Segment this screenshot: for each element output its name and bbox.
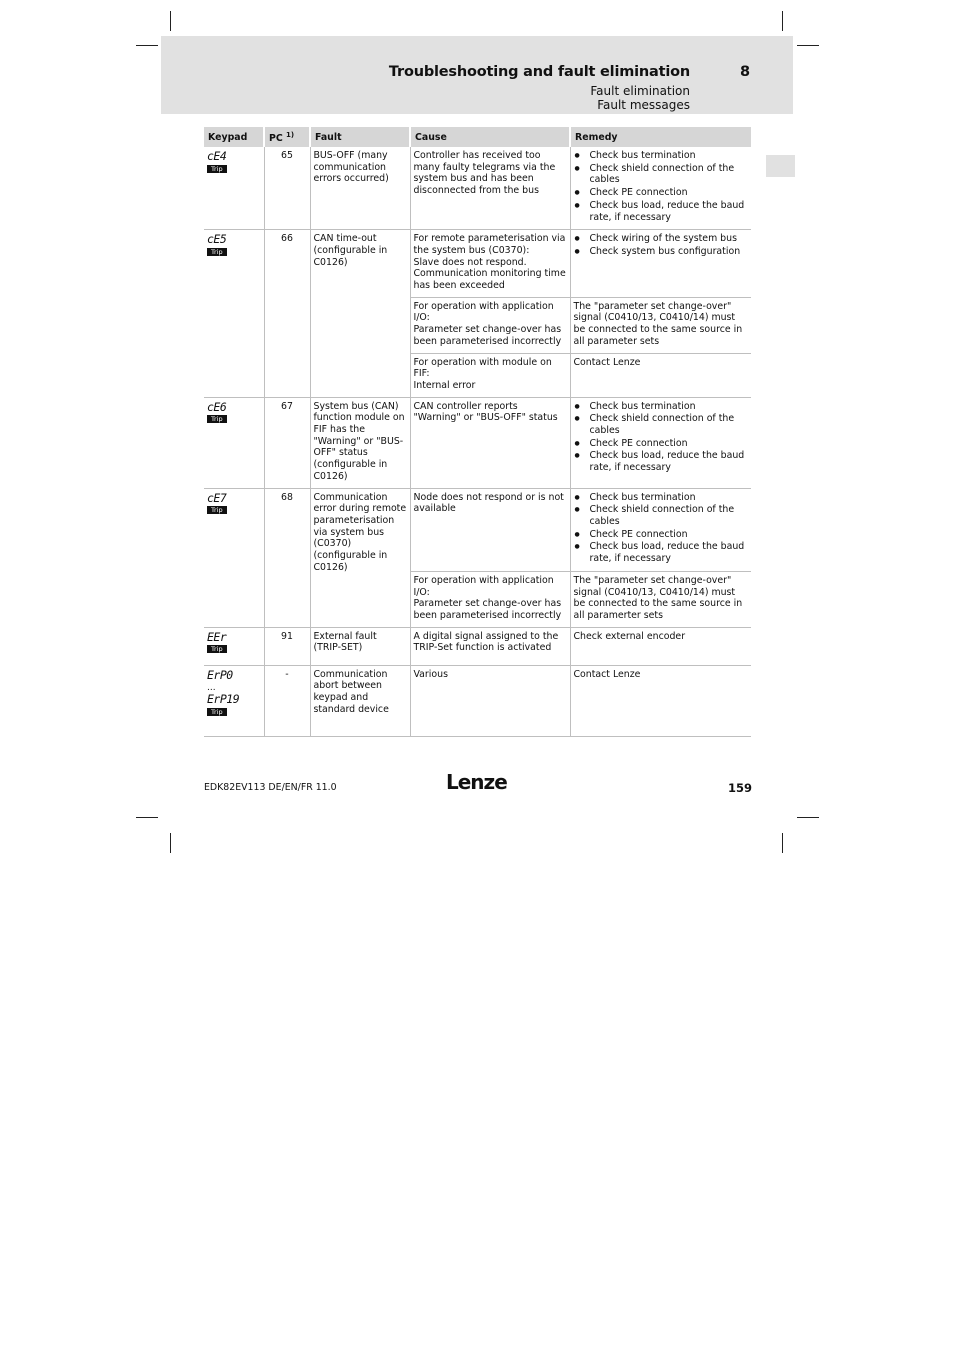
footnote-marker: 1): [286, 131, 295, 140]
fault-cell: CAN time-out (configurable in C0126): [310, 230, 410, 397]
cause-cell: [410, 353, 570, 397]
keypad-code: cE4: [207, 149, 227, 163]
crop-mark: [170, 833, 171, 853]
cause-cell: Controller has received too many faulty telegrams via the system bus and has been disconnected from the bus: [410, 147, 570, 230]
cause-text: Parameter set change-over has been parameterised incorrectly: [413, 598, 562, 621]
document-code: EDK82EV113 DE/EN/FR 11.0: [204, 782, 337, 793]
list-item: ● Check bus load, reduce the baud rate, if necessary: [574, 450, 749, 473]
crop-mark: [782, 833, 783, 853]
section-subtitle: Fault elimination: [590, 84, 690, 98]
table-header-row: [204, 127, 751, 147]
cause-text: Slave does not respond. Communication monitoring time has been exceeded: [413, 256, 566, 292]
pc-cell: 65: [264, 147, 310, 230]
keypad-cell: [204, 230, 264, 397]
keypad-code: ErP19: [207, 692, 240, 707]
column-header-cause: Cause: [410, 127, 570, 147]
remedy-cell: The "parameter set change-over" signal (C0410/13, C0410/14) must be connected to the same source in all parameter sets: [570, 297, 751, 353]
list-item: ● Check bus load, reduce the baud rate, if necessary: [574, 541, 749, 564]
keypad-code: ErP0: [207, 667, 233, 682]
list-item: ● Check PE connection: [574, 529, 749, 541]
list-item: ● Check bus termination: [574, 401, 749, 413]
column-header-pc-label: PC: [269, 133, 283, 145]
pc-cell: -: [264, 665, 310, 736]
page-number: 159: [728, 781, 753, 795]
keypad-code: EEr: [207, 629, 227, 644]
chapter-number: 8: [740, 64, 751, 80]
fault-cell: Communication abort between keypad and standard device: [310, 665, 410, 736]
list-item: ● Check bus load, reduce the baud rate, if necessary: [574, 200, 749, 223]
cause-condition: For remote parameterisation via the system bus (C0370):: [413, 233, 566, 256]
keypad-cell: [204, 627, 264, 665]
keypad-code: cE5: [207, 232, 227, 247]
keypad-code: cE7: [207, 490, 227, 505]
column-header-fault: Fault: [310, 127, 410, 147]
column-header-pc: [264, 127, 310, 147]
pc-cell: 68: [264, 488, 310, 627]
remedy-cell: [570, 147, 751, 230]
cause-condition: For operation with application I/O:: [413, 300, 554, 324]
cause-cell: A digital signal assigned to the TRIP-Set function is activated: [410, 627, 570, 665]
remedy-cell: The "parameter set change-over" signal (C0410/13, C0410/14) must be connected to the same source in all paramerter sets: [570, 571, 751, 627]
list-item: ● Check wiring of the system bus: [574, 233, 749, 245]
trip-badge: Trip: [207, 165, 227, 173]
table-row: [204, 230, 751, 298]
lenze-logo: Lenze: [446, 770, 507, 794]
list-item: ● Check shield connection of the cables: [574, 163, 749, 186]
list-item: ● Check system bus configuration: [574, 246, 749, 258]
list-item: ● Check bus termination: [574, 150, 749, 162]
cause-cell: CAN controller reports "Warning" or "BUS-OFF" status: [410, 397, 570, 488]
list-item: ● Check PE connection: [574, 438, 749, 450]
table-row: [204, 627, 751, 665]
crop-mark: [782, 11, 783, 31]
trip-badge: Trip: [207, 415, 227, 423]
pc-cell: 91: [264, 627, 310, 665]
fault-cell: External fault (TRIP-SET): [310, 627, 410, 665]
fault-messages-table: [204, 127, 751, 737]
remedy-cell: [570, 397, 751, 488]
crop-mark: [797, 45, 819, 46]
cause-cell: [410, 230, 570, 298]
list-item: ● Check PE connection: [574, 187, 749, 199]
section-subtitle: Fault messages: [597, 98, 690, 112]
cause-cell: Various: [410, 665, 570, 736]
keypad-cell: [204, 397, 264, 488]
list-item: ● Check shield connection of the cables: [574, 413, 749, 436]
keypad-cell: [204, 665, 264, 736]
page-title: Troubleshooting and fault elimination: [388, 64, 690, 80]
keypad-cell: [204, 488, 264, 627]
remedy-cell: Contact Lenze: [570, 665, 751, 736]
crop-mark: [170, 11, 171, 31]
remedy-cell: Contact Lenze: [570, 353, 751, 397]
pc-cell: 67: [264, 397, 310, 488]
trip-badge: Trip: [207, 645, 227, 653]
trip-badge: Trip: [207, 506, 227, 514]
cause-cell: [410, 571, 570, 627]
cause-condition: For operation with application I/O:: [413, 574, 554, 598]
cause-cell: Node does not respond or is not available: [410, 488, 570, 571]
column-header-keypad: Keypad: [204, 127, 264, 147]
fault-cell: System bus (CAN) function module on FIF has the "Warning" or "BUS-OFF" status (configurable in C0126): [310, 397, 410, 488]
keypad-code: cE6: [207, 399, 227, 414]
crop-mark: [136, 45, 158, 46]
cause-condition: For operation with module on FIF:: [413, 356, 552, 380]
remedy-cell: Check external encoder: [570, 627, 751, 665]
table-row: [204, 397, 751, 488]
list-item: ● Check bus termination: [574, 492, 749, 504]
remedy-cell: [570, 230, 751, 298]
trip-badge: Trip: [207, 708, 227, 716]
table-row: [204, 665, 751, 736]
trip-badge: Trip: [207, 248, 227, 256]
keypad-cell: [204, 147, 264, 230]
cause-text: Internal error: [413, 379, 476, 391]
column-header-remedy: Remedy: [570, 127, 751, 147]
table-row: [204, 147, 751, 230]
list-item: ● Check shield connection of the cables: [574, 504, 749, 527]
keypad-range-ellipsis: ...: [207, 683, 216, 694]
cause-text: Parameter set change-over has been parameterised incorrectly: [413, 324, 562, 347]
crop-mark: [797, 817, 819, 818]
fault-cell: BUS-OFF (many communication errors occurred): [310, 147, 410, 230]
fault-cell: Communication error during remote parameterisation via system bus (C0370) (configurable in C0126): [310, 488, 410, 627]
remedy-cell: [570, 488, 751, 571]
chapter-side-tab: [766, 155, 795, 177]
crop-mark: [136, 817, 158, 818]
table-row: [204, 488, 751, 571]
pc-cell: 66: [264, 230, 310, 397]
cause-cell: [410, 297, 570, 353]
